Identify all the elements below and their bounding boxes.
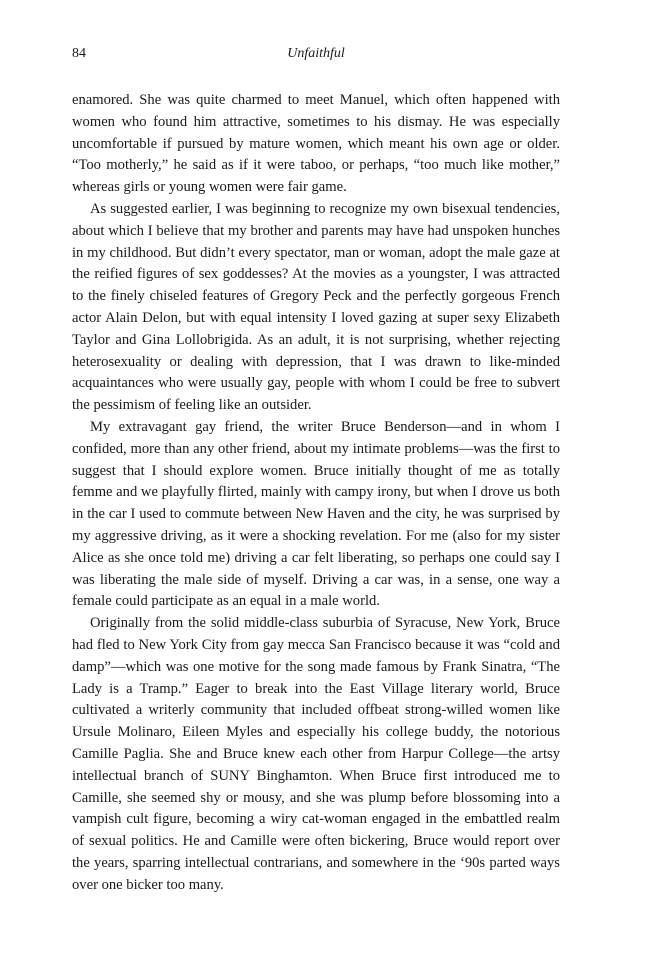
paragraph-continued: enamored. She was quite charmed to meet Manuel, which often happened with women who found him attractive, sometimes to his dismay. He was especially uncomfortable if pursued by mature women, which meant his own age or older. “Too motherly,” he said as if it were taboo, or perhaps, “too much like mother,” whereas girls or young women were fair game. xyxy=(72,92,560,196)
paragraph-bisexual-tendencies: As suggested earlier, I was beginning to recognize my own bisexual tendencies, about which I believe that my brother and parents may have had unspoken hunches in my childhood. But didn’t every spectator, man or woman, adopt the male gaze at the reified figures of sex goddesses? At the movies as a youngster, I was attracted to the finely chiseled features of Gregory Peck and the perfectly gorgeous French actor Alain Delon, but with equal intensity I loved gazing at super sexy Elizabeth Taylor and Gina Lollobrigida. As an adult, it is not surprising, whether rejecting heterosexuality or dealing with depression, that I was drawn to like-minded acquaintances who were usually gay, people with whom I could be free to subvert the pessimism of feeling like an outsider. xyxy=(72,200,560,414)
running-title: Unfaithful xyxy=(287,46,345,61)
paragraph-syracuse: Originally from the solid middle-class suburbia of Syracuse, New York, Bruce had fled to New York City from gay mecca San Francisco because it was “cold and damp”—which was one motive for the song made famous by Frank Sinatra, “The Lady is a Tramp.” Eager to break into the East Village literary world, Bruce cultivated a writerly community that included offbeat strong-willed women like Ursule Molinaro, Eileen Myles and especially his college buddy, the notorious Camille Paglia. She and Bruce knew each other from Harpur College—the artsy intellectual branch of SUNY Binghamton. When Bruce first introduced me to Camille, she seemed shy or mousy, and she was plump before blossoming into a vampish cult figure, becoming a wiry cat-woman engaged in the embattled realm of sexual politics. He and Camille were often bickering, Bruce would report over the years, sparring intellectual contrarians, and somewhere in the ‘90s parted ways over one bicker too many. xyxy=(72,615,560,893)
running-head xyxy=(72,46,560,66)
paragraph-bruce-benderson: My extravagant gay friend, the writer Bruce Benderson—and in whom I confided, more than any other friend, about my intimate problems—was the first to suggest that I should explore women. Bruce initially thought of me as totally femme and we playfully flirted, mainly with campy irony, but when I drove us both in the car I used to commute between New Haven and the city, he was surprised by my aggressive driving, as it were a shocking revelation. For me (also for my sister Alice as she once told me) driving a car felt liberating, so perhaps one could say I was liberating the male side of myself. Driving a car was, in a sense, one way a female could participate as an equal in a male world. xyxy=(72,418,560,610)
page-number: 84 xyxy=(72,46,86,61)
body-text xyxy=(72,90,560,896)
